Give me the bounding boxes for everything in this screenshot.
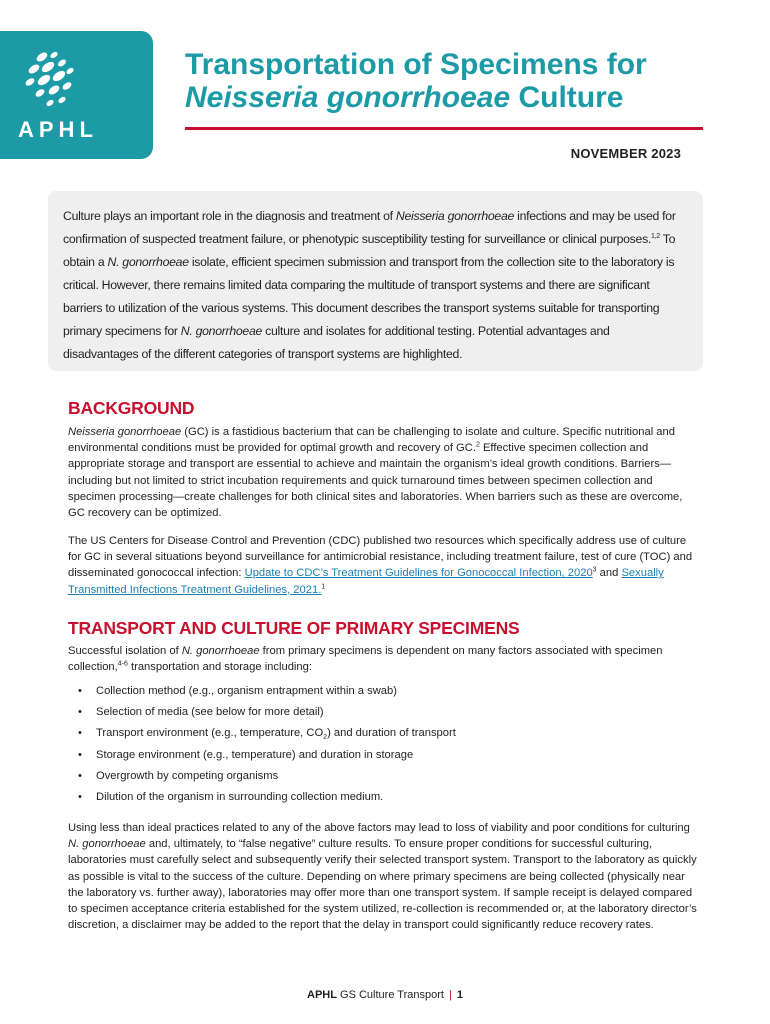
body-text: transportation and storage including:	[127, 661, 312, 674]
organism-name: N. gonorrhoeae	[68, 838, 146, 851]
intro-text: infections and may be used for confirmation of suspected treatment failure, or phenotypic susceptibility testing for surveillance or clinical purposes.	[63, 209, 676, 246]
body-text: Effective specimen collection and appropriate storage and transport are essential to achieve and maintain the organism’s ideal growth conditions. Barriers—including but not limited to strict incubation requirements and quick turnaround times between specimen collection and specimen processing—create challenges for both clinical sites and laboratories. When barriers such as these are overcome, GC recovery can be optimized.	[68, 442, 683, 520]
body-text: from primary specimens is dependent on many factors associated with specimen collection,	[68, 645, 663, 674]
list-item: • Storage environment (e.g., temperature) and duration in storage	[78, 747, 698, 768]
aphl-logo	[0, 31, 153, 159]
body-text: and	[596, 567, 622, 580]
page-number: 1	[456, 989, 463, 1001]
background-paragraph-1	[68, 424, 701, 521]
citation: 1	[321, 582, 326, 590]
citation: 3	[592, 566, 597, 574]
transport-heading: TRANSPORT AND CULTURE OF PRIMARY SPECIMENS	[68, 618, 520, 638]
title-suffix: Culture	[510, 81, 624, 114]
list-item: • Overgrowth by competing organisms	[78, 768, 698, 789]
intro-organism: N. gonorrhoeae	[107, 255, 189, 269]
intro-text: isolate, efficient specimen submission and transport from the collection site to the laboratory is critical. However, there remains limited data comparing the multitude of transport systems and there are significant barriers to utilization of the various systems. This document describes the transport systems suitable for transporting primary specimens for	[63, 255, 675, 338]
sti-treatment-guidelines-link[interactable]: Sexually Transmitted Infections Treatment Guidelines, 2021.	[68, 567, 664, 596]
body-text: Using less than ideal practices related to any of the above factors may lead to loss of viability and poor conditions for culturing	[68, 822, 690, 834]
organism-name: N. gonorrhoeae	[181, 645, 260, 657]
list-item-text: ) and duration of transport	[327, 727, 456, 740]
footer-doc-title: GS Culture Transport	[336, 989, 444, 1001]
list-item: • Dilution of the organism in surrounding collection medium.	[78, 789, 698, 810]
aphl-dots-icon	[20, 49, 80, 111]
citation: 1,2	[651, 232, 660, 240]
title-line-2	[185, 81, 745, 114]
intro-organism: N. gonorrhoeae	[180, 324, 263, 338]
logo-text: APHL	[18, 117, 98, 142]
intro-text: To obtain a	[63, 232, 676, 269]
intro-paragraph	[63, 205, 687, 366]
subscript: 2	[323, 734, 328, 742]
title-organism: Neisseria gonorrhoeae	[185, 81, 511, 114]
list-item-text: Transport environment (e.g., temperature, CO	[96, 727, 324, 740]
page-footer	[0, 989, 770, 1001]
background-paragraph-2	[68, 533, 701, 598]
publication-date: NOVEMBER 2023	[570, 146, 681, 161]
cdc-gonococcal-guidelines-link[interactable]: Update to CDC’s Treatment Guidelines for Gonococcal Infection, 2020	[244, 567, 593, 580]
intro-organism: Neisseria gonorrhoeae	[395, 209, 515, 223]
footer-brand: APHL	[307, 989, 337, 1001]
body-text: (GC) is a fastidious bacterium that can be challenging to isolate and culture. Specific nutritional and environmental conditions must be provided for optimal growth and recovery of GC.	[68, 426, 675, 455]
list-item: • Collection method (e.g., organism entrapment within a swab)	[78, 683, 698, 704]
title-rule	[185, 127, 703, 130]
citation: 2	[475, 441, 480, 449]
list-item	[78, 725, 698, 746]
footer-separator: |	[448, 989, 452, 1001]
intro-text: culture and isolates for additional testing. Potential advantages and disadvantages of the different categories of transport systems are highlighted.	[63, 324, 610, 361]
page-title	[185, 48, 745, 114]
citation: 4-6	[117, 660, 128, 668]
intro-box	[48, 191, 703, 371]
organism-name: Neisseria gonorrhoeae	[68, 426, 182, 438]
body-text: and, ultimately, to “false negative” culture results. To ensure proper conditions for successful culturing, laboratories must carefully select and subsequently verify their selected transport system. Transport to the laboratory as quickly as possible is vital to the success of the culture. Depending on where primary specimens are being collected (physically near the laboratory vs. further away), laboratories may offer more than one transport system. If sample receipt is delayed compared to specimen acceptance criteria established for the system utilized, re-collection is recommended or, at the laboratory director’s discretion, a disclaimer may be added to the report that the delay in transport could significantly reduce recovery rates.	[68, 838, 697, 932]
intro-text: Culture plays an important role in the diagnosis and treatment of	[63, 209, 396, 223]
transport-paragraph-2	[68, 820, 701, 933]
title-line-1: Transportation of Specimens for	[185, 48, 647, 81]
factors-list	[78, 683, 698, 810]
list-item: • Selection of media (see below for more detail)	[78, 704, 698, 725]
body-text: Successful isolation of	[68, 645, 182, 657]
transport-paragraph-1	[68, 643, 701, 675]
body-text: The US Centers for Disease Control and Prevention (CDC) published two resources which specifically address use of culture for GC in several situations beyond surveillance for antimicrobial resistance, including treatment failure, test of cure (TOC) and disseminated gonococcal infection:	[68, 535, 693, 580]
background-heading: BACKGROUND	[68, 398, 195, 418]
